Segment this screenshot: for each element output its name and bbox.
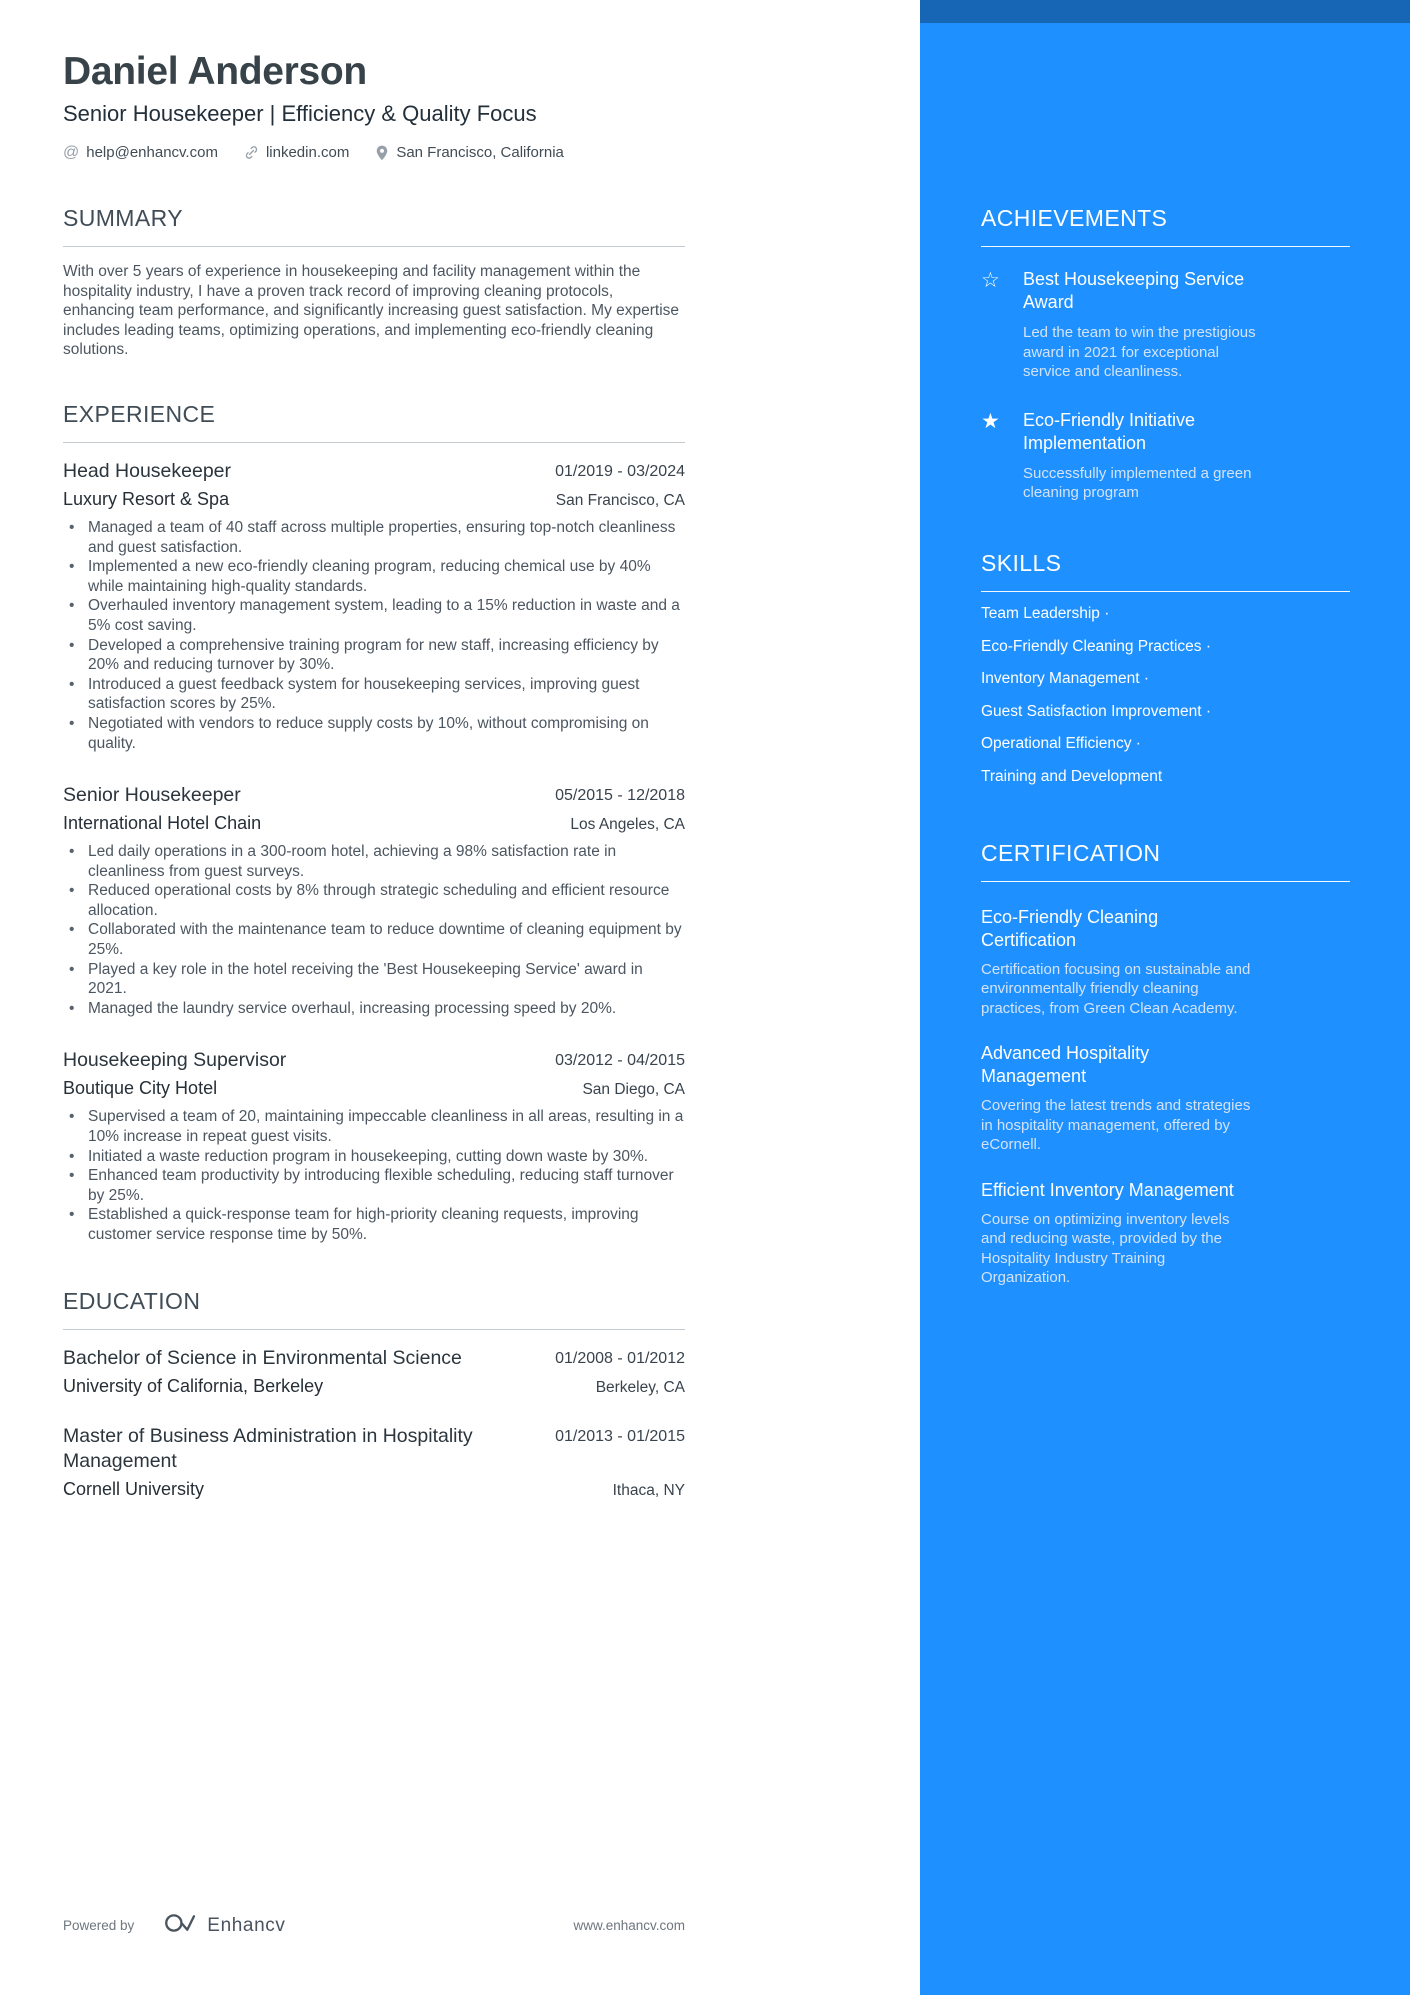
job-title: Senior Housekeeper [63,784,241,807]
achievements-section [981,204,1350,503]
job-company-row [63,812,685,835]
bullet-point: • Developed a comprehensive training program for new staff, increasing efficiency by 20% and reducing turnover by 30%. [63,636,685,675]
achievement-item [981,409,1350,503]
section-divider [63,1329,685,1330]
job-location: San Francisco, CA [555,491,685,509]
skill-item: Inventory Management · [981,670,1150,687]
certification-title: Efficient Inventory Management [981,1179,1234,1200]
achievement-body [1023,409,1263,503]
linkedin-text: linkedin.com [265,144,350,161]
degree-entry [63,1346,685,1398]
job-title-row [63,783,685,808]
job-dates: 05/2015 - 12/2018 [555,787,685,805]
job-company-row [63,488,685,511]
skill-item: Operational Efficiency · [981,735,1141,752]
certification-heading: CERTIFICATION [981,839,1161,866]
degree-entry [63,1424,685,1501]
bullet-point: • Supervised a team of 20, maintaining impeccable cleanliness in all areas, resulting in a 10% increase in repeat guest visits. [63,1107,685,1146]
skill-item: Training and Development [981,767,1163,785]
bullet-point: • Implemented a new eco-friendly cleaning program, reducing chemical use by 40% while maintaining high-quality standards. [63,557,685,596]
achievement-description: Successfully implemented a green cleaning program [1023,464,1252,501]
job-title: Head Housekeeper [63,459,232,482]
achievement-body [1023,268,1263,382]
star-outline-icon: ☆ [981,268,1000,292]
powered-by-label: Powered by [63,1918,135,1933]
achievement-description: Led the team to win the prestigious award in 2021 for exceptional service and cleanliness. [1023,324,1256,380]
candidate-name: Daniel Anderson [63,50,367,93]
job-entry [63,1048,685,1244]
brand-name: Enhancv [207,1914,286,1936]
main-content [63,50,685,1501]
star-filled-icon: ★ [981,408,1000,433]
job-bullets [63,842,685,1018]
degree-title: Master of Business Administration in Hospitality Management [63,1424,473,1472]
job-location: San Diego, CA [582,1081,685,1099]
bullet-point: • Established a quick-response team for high-priority cleaning requests, improving customer service response time by 50%. [63,1205,685,1244]
achievement-item [981,268,1350,382]
summary-section [63,204,685,360]
school-location: Berkeley, CA [595,1378,685,1396]
bullet-point: • Played a key role in the hotel receiving the 'Best Housekeeping Service' award in 2021. [63,960,685,999]
bullet-point: • Managed a team of 40 staff across multiple properties, ensuring top-notch cleanliness and guest satisfaction. [63,518,685,557]
school-location: Ithaca, NY [612,1481,685,1499]
achievement-title: Best Housekeeping Service Award [1023,269,1245,312]
email-text: help@enhancv.com [86,144,218,161]
education-heading: EDUCATION [63,1287,201,1314]
skills-heading: SKILLS [981,549,1062,576]
certification-item [981,1179,1350,1288]
summary-text: With over 5 years of experience in housekeeping and facility management within the hospitality industry, I have a proven track record of improving cleaning protocols, enhancing team performance, and significantly increasing guest satisfaction. My expertise includes leading teams, optimizing operations, and implementing eco-friendly cleaning solutions. [63,263,680,359]
summary-heading: SUMMARY [63,205,183,231]
headline: Senior Housekeeper | Efficiency & Quality Focus [63,101,537,126]
location-pin-icon [375,145,389,161]
section-divider [63,442,685,443]
link-icon [244,145,259,160]
degree-school-row [63,1375,685,1398]
job-title-row [63,459,685,484]
job-entry [63,459,685,753]
degree-dates: 01/2008 - 01/2012 [555,1349,685,1367]
job-location: Los Angeles, CA [570,816,685,834]
job-dates: 01/2019 - 03/2024 [555,462,685,480]
job-title-row [63,1048,685,1073]
job-bullets [63,1107,685,1244]
sidebar-top-strip [920,0,1410,23]
skill-item: Guest Satisfaction Improvement · [981,702,1212,720]
section-divider [981,246,1350,247]
skills-section [981,549,1350,787]
certification-section [981,839,1350,1288]
company-name: Luxury Resort & Spa [63,488,230,509]
achievement-title: Eco-Friendly Initiative Implementation [1023,409,1196,453]
email-link[interactable] [63,144,218,161]
job-bullets [63,518,685,753]
job-entry [63,783,685,1018]
experience-section [63,400,685,1245]
enhancv-brand-link[interactable] [164,1912,285,1939]
skill-item: Team Leadership · [981,605,1110,622]
degree-dates: 01/2013 - 01/2015 [555,1427,685,1445]
school-name: Cornell University [63,1478,205,1499]
location-text: San Francisco, California [396,144,564,161]
certification-description: Certification focusing on sustainable and environmentally friendly cleaning practices, from Green Clean Academy. [981,960,1251,1017]
location-item [375,144,564,161]
bullet-point: • Led daily operations in a 300-room hotel, achieving a 98% satisfaction rate in cleanliness from guest surveys. [63,842,685,881]
certification-description: Covering the latest trends and strategies in hospitality management, offered by eCornell. [981,1097,1251,1153]
school-name: University of California, Berkeley [63,1375,324,1396]
company-name: Boutique City Hotel [63,1078,218,1099]
bullet-point: • Overhauled inventory management system, leading to a 15% reduction in waste and a 5% cost saving. [63,596,685,635]
company-name: International Hotel Chain [63,813,262,834]
section-divider [63,246,685,247]
footer [63,1912,685,1939]
experience-heading: EXPERIENCE [63,400,216,427]
job-dates: 03/2012 - 04/2015 [555,1052,685,1070]
certification-title: Advanced Hospitality Management [981,1043,1150,1086]
degree-title-row [63,1424,685,1474]
bullet-point: • Collaborated with the maintenance team to reduce downtime of cleaning equipment by 25%. [63,920,685,959]
achievements-heading: ACHIEVEMENTS [981,205,1168,231]
certification-item [981,906,1350,1019]
certification-title: Eco-Friendly Cleaning Certification [981,906,1159,950]
bullet-point: • Introduced a guest feedback system for housekeeping services, improving guest satisfaction scores by 25%. [63,675,685,714]
skill-item: Eco-Friendly Cleaning Practices · [981,637,1212,655]
job-title: Housekeeping Supervisor [63,1049,287,1072]
website-link[interactable]: www.enhancv.com [573,1918,685,1933]
bullet-point: • Initiated a waste reduction program in housekeeping, cutting down waste by 30%. [63,1147,685,1167]
contact-row [63,144,685,161]
bullet-point: • Negotiated with vendors to reduce supply costs by 10%, without compromising on quality. [63,714,685,753]
linkedin-link[interactable] [244,144,349,161]
section-divider [981,591,1350,592]
header [63,50,685,161]
job-company-row [63,1077,685,1100]
bullet-point: • Managed the laundry service overhaul, increasing processing speed by 20%. [63,999,685,1019]
degree-title-row [63,1346,685,1371]
bullet-point: • Enhanced team productivity by introducing flexible scheduling, reducing staff turnover by 25%. [63,1166,685,1205]
bullet-point: • Reduced operational costs by 8% through strategic scheduling and efficient resource allocation. [63,881,685,920]
at-icon: @ [63,143,80,161]
certification-item [981,1042,1350,1155]
degree-school-row [63,1478,685,1501]
degree-title: Bachelor of Science in Environmental Science [63,1346,462,1369]
section-divider [981,881,1350,882]
sidebar [920,0,1410,1995]
enhancv-logo-icon [164,1912,198,1939]
certification-description: Course on optimizing inventory levels and reducing waste, provided by the Hospitality Industry Training Organization. [981,1210,1230,1286]
education-section [63,1287,685,1501]
